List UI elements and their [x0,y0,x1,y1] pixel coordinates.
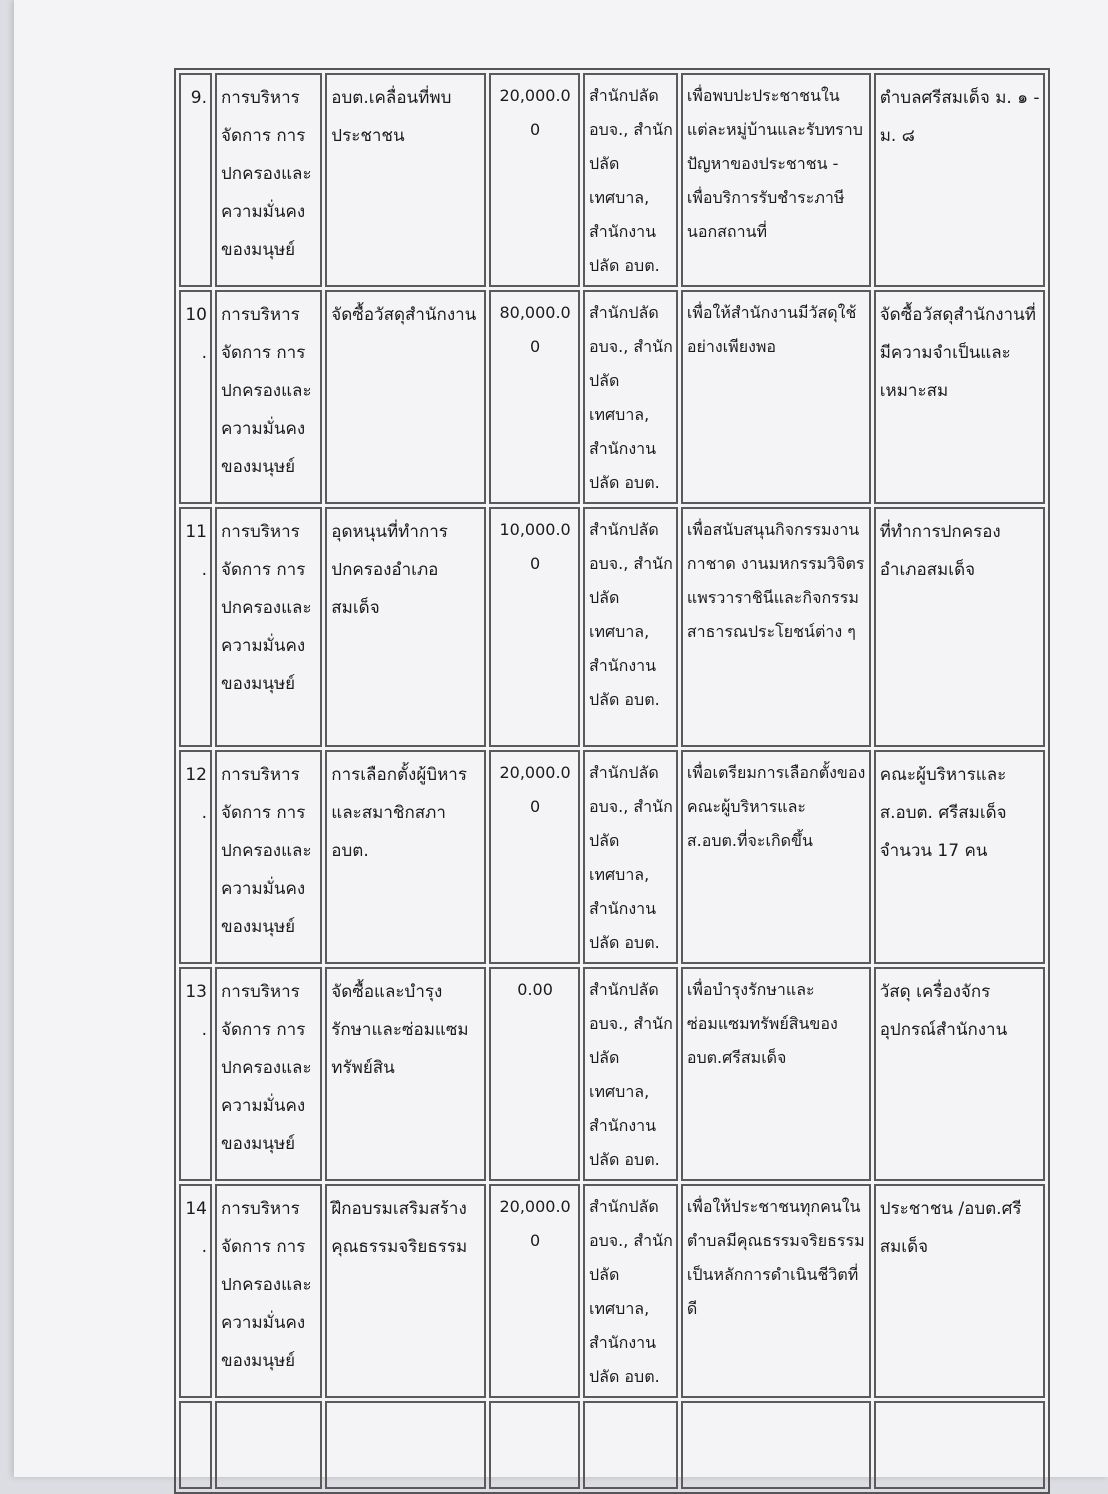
project-cell: อุดหนุนที่ทำการปกครองอำเภอสมเด็จ [325,507,486,747]
objective-cell: เพื่อสนับสนุนกิจกรรมงานกาชาด งานมหกรรมวิจิตรแพรวาราชินีและกิจกรรมสาธารณประโยชน์ต่าง ๆ [681,507,871,747]
objective-cell: เพื่อบำรุงรักษาและซ่อมแซมทรัพย์สินของ อบต.ศรีสมเด็จ [681,967,871,1181]
table-row [179,1184,1045,1398]
row-number: 12. [179,750,212,964]
target-cell: คณะผู้บริหารและส.อบต. ศรีสมเด็จ จำนวน 17 คน [874,750,1045,964]
table-row [179,290,1045,504]
agency-cell: สำนักปลัดอบจ., สำนักปลัดเทศบาล, สำนักงานปลัด อบต. [583,290,678,504]
strategy-cell: การบริหารจัดการ การปกครองและความมั่นคงของมนุษย์ [215,750,322,964]
project-cell: จัดซื้อและบำรุงรักษาและซ่อมแซมทรัพย์สิน [325,967,486,1181]
target-cell: ตำบลศรีสมเด็จ ม. ๑ - ม. ๘ [874,73,1045,287]
strategy-cell: การบริหารจัดการ การปกครองและความมั่นคงของมนุษย์ [215,73,322,287]
objective-cell: เพื่อให้สำนักงานมีวัสดุใช้อย่างเพียงพอ [681,290,871,504]
row-number: 13. [179,967,212,1181]
target-cell: จัดซื้อวัสดุสำนักงานที่มีความจำเป็นและเหมาะสม [874,290,1045,504]
empty-cell [325,1401,486,1489]
project-cell: อบต.เคลื่อนที่พบประชาชน [325,73,486,287]
budget-cell: 20,000.00 [489,750,580,964]
row-number: 9. [179,73,212,287]
strategy-cell: การบริหารจัดการ การปกครองและความมั่นคงของมนุษย์ [215,290,322,504]
project-cell: ฝึกอบรมเสริมสร้างคุณธรรมจริยธรรม [325,1184,486,1398]
strategy-cell: การบริหารจัดการ การปกครองและความมั่นคงของมนุษย์ [215,507,322,747]
budget-cell: 10,000.00 [489,507,580,747]
row-number: 14. [179,1184,212,1398]
strategy-cell: การบริหารจัดการ การปกครองและความมั่นคงของมนุษย์ [215,967,322,1181]
budget-cell: 80,000.00 [489,290,580,504]
target-cell: ประชาชน /อบต.ศรีสมเด็จ [874,1184,1045,1398]
empty-cell [489,1401,580,1489]
empty-cell [583,1401,678,1489]
table-row [179,73,1045,287]
empty-table-row [179,1401,1045,1489]
strategy-cell: การบริหารจัดการ การปกครองและความมั่นคงของมนุษย์ [215,1184,322,1398]
budget-cell: 20,000.00 [489,73,580,287]
project-cell: การเลือกตั้งผู้บิหารและสมาชิกสภา อบต. [325,750,486,964]
table-row [179,507,1045,747]
empty-cell [215,1401,322,1489]
target-cell: วัสดุ เครื่องจักร อุปกรณ์สำนักงาน [874,967,1045,1181]
empty-cell [681,1401,871,1489]
agency-cell: สำนักปลัดอบจ., สำนักปลัดเทศบาล, สำนักงานปลัด อบต. [583,1184,678,1398]
row-number: 11. [179,507,212,747]
objective-cell: เพื่อพบปะประชาชนในแต่ละหมู่บ้านและรับทราบปัญหาของประชาชน - เพื่อบริการรับชำระภาษีนอกสถานที่ [681,73,871,287]
table-row [179,967,1045,1181]
objective-cell: เพื่อเตรียมการเลือกตั้งของคณะผู้บริหารและส.อบต.ที่จะเกิดขึ้น [681,750,871,964]
agency-cell: สำนักปลัดอบจ., สำนักปลัดเทศบาล, สำนักงานปลัด อบต. [583,967,678,1181]
empty-cell [874,1401,1045,1489]
project-plan-table [174,68,1050,1494]
project-cell: จัดซื้อวัสดุสำนักงาน [325,290,486,504]
budget-cell: 20,000.00 [489,1184,580,1398]
document-page [14,0,1108,1477]
budget-cell: 0.00 [489,967,580,1181]
empty-cell [179,1401,212,1489]
target-cell: ที่ทำการปกครองอำเภอสมเด็จ [874,507,1045,747]
agency-cell: สำนักปลัดอบจ., สำนักปลัดเทศบาล, สำนักงานปลัด อบต. [583,750,678,964]
agency-cell: สำนักปลัดอบจ., สำนักปลัดเทศบาล, สำนักงานปลัด อบต. [583,73,678,287]
row-number: 10. [179,290,212,504]
table-row [179,750,1045,964]
agency-cell: สำนักปลัดอบจ., สำนักปลัดเทศบาล, สำนักงานปลัด อบต. [583,507,678,747]
objective-cell: เพื่อให้ประชาชนทุกคนในตำบลมีคุณธรรมจริยธรรมเป็นหลักการดำเนินชีวิตที่ดี [681,1184,871,1398]
